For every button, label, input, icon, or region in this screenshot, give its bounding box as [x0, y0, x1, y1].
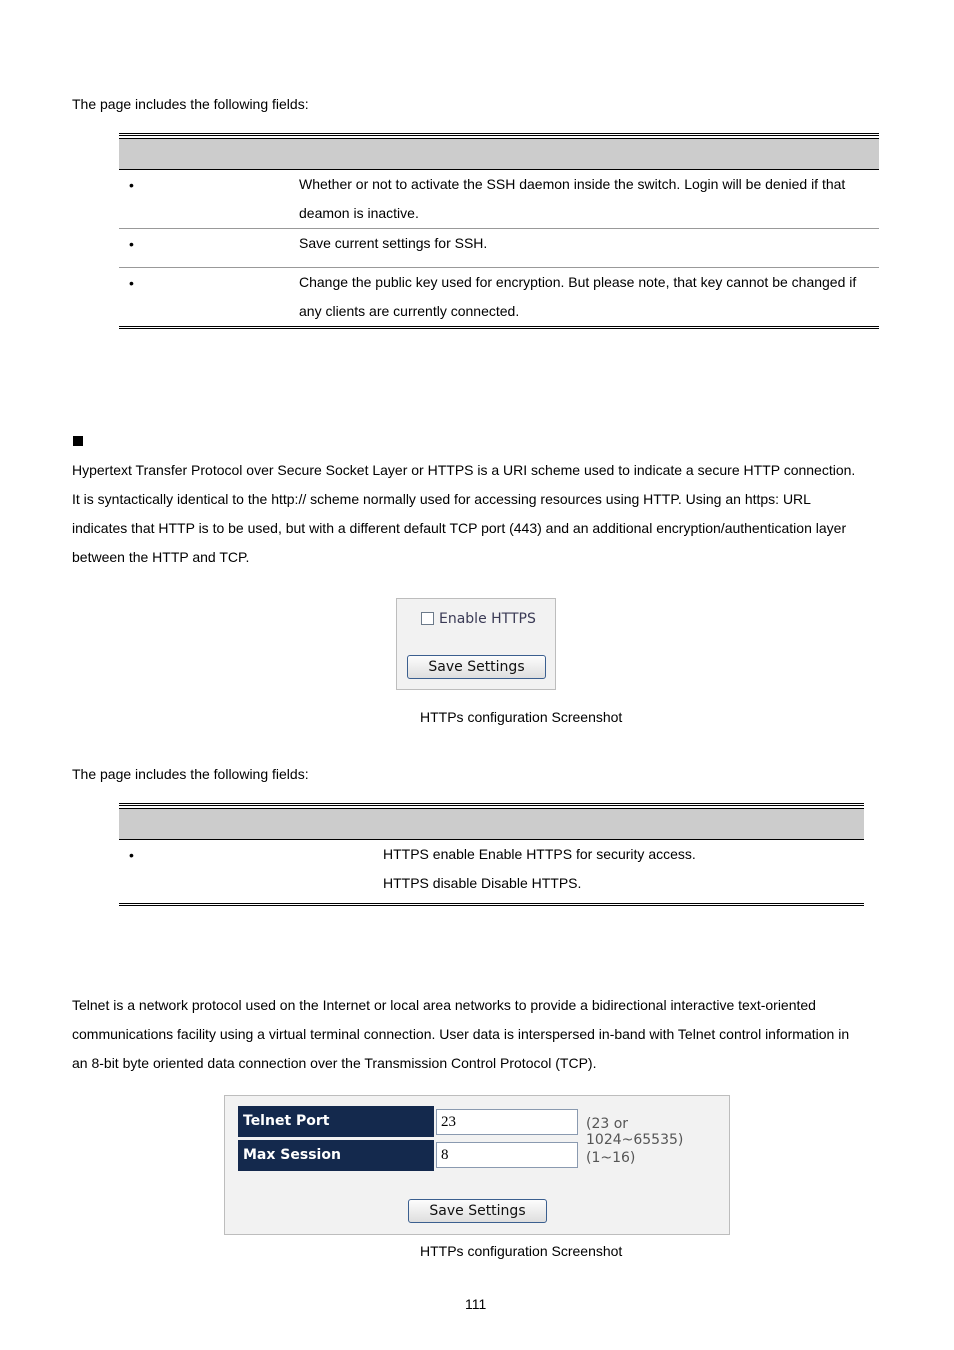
- telnet-paragraph: Telnet is a network protocol used on the Internet or local area networks to provide a bidirectional interactive text-oriented communications facility using a virtual terminal connection. User data is interspersed in-band with Telnet control information in an 8-bit byte oriented data connection over the Transmission Control Protocol (TCP).: [72, 997, 850, 1071]
- row-description: HTTPS enable Enable HTTPS for security access. HTTPS disable Disable HTTPS.: [383, 846, 696, 891]
- fields-intro-2: The page includes the following fields:: [72, 766, 309, 782]
- telnet-port-input[interactable]: [436, 1109, 578, 1135]
- table-row: [119, 840, 864, 903]
- ssh-fields-table: [119, 133, 879, 329]
- bullet: •: [129, 236, 134, 252]
- row-description: Change the public key used for encryption. But please note, that key cannot be changed if any clients are currently connected.: [299, 274, 857, 319]
- fields-intro-1: The page includes the following fields:: [72, 96, 309, 112]
- row-description: Save current settings for SSH.: [299, 235, 488, 251]
- bullet: •: [129, 275, 134, 291]
- https-paragraph: Hypertext Transfer Protocol over Secure Socket Layer or HTTPS is a URI scheme used to indicate a secure HTTP connection. It is syntactically identical to the http:// scheme normally used for accessing resources using HTTP. Using an https: URL indicates that HTTP is to be used, but with a different default TCP port (443) and an additional encryption/authentication layer between the HTTP and TCP.: [72, 462, 856, 565]
- telnet-config-panel: [224, 1095, 730, 1235]
- https-caption: HTTPs configuration Screenshot: [420, 709, 623, 725]
- bullet: •: [129, 847, 134, 863]
- page-number: 111: [465, 1296, 487, 1312]
- telnet-caption: HTTPs configuration Screenshot: [420, 1243, 623, 1259]
- table-header: [119, 138, 879, 170]
- enable-https-label: Enable HTTPS: [439, 611, 536, 627]
- bullet: •: [129, 177, 134, 193]
- section-square-bullet-icon: [73, 436, 83, 446]
- table-row: [119, 170, 879, 229]
- row-description: Whether or not to activate the SSH daemon inside the switch. Login will be denied if that deamon is inactive.: [299, 176, 846, 221]
- enable-https-checkbox[interactable]: [421, 612, 434, 625]
- table-row: [119, 268, 879, 326]
- table-header: [119, 808, 864, 840]
- max-session-hint: (1~16): [586, 1150, 636, 1166]
- telnet-save-button[interactable]: Save Settings: [408, 1199, 547, 1223]
- telnet-port-label: Telnet Port: [238, 1106, 434, 1137]
- table-row: [119, 229, 879, 268]
- https-save-button[interactable]: Save Settings: [407, 655, 546, 679]
- max-session-label: Max Session: [238, 1140, 434, 1171]
- max-session-input[interactable]: [436, 1142, 578, 1168]
- https-config-panel: [396, 598, 556, 690]
- https-fields-table: [119, 803, 864, 906]
- telnet-port-hint: (23 or 1024~65535): [586, 1116, 684, 1148]
